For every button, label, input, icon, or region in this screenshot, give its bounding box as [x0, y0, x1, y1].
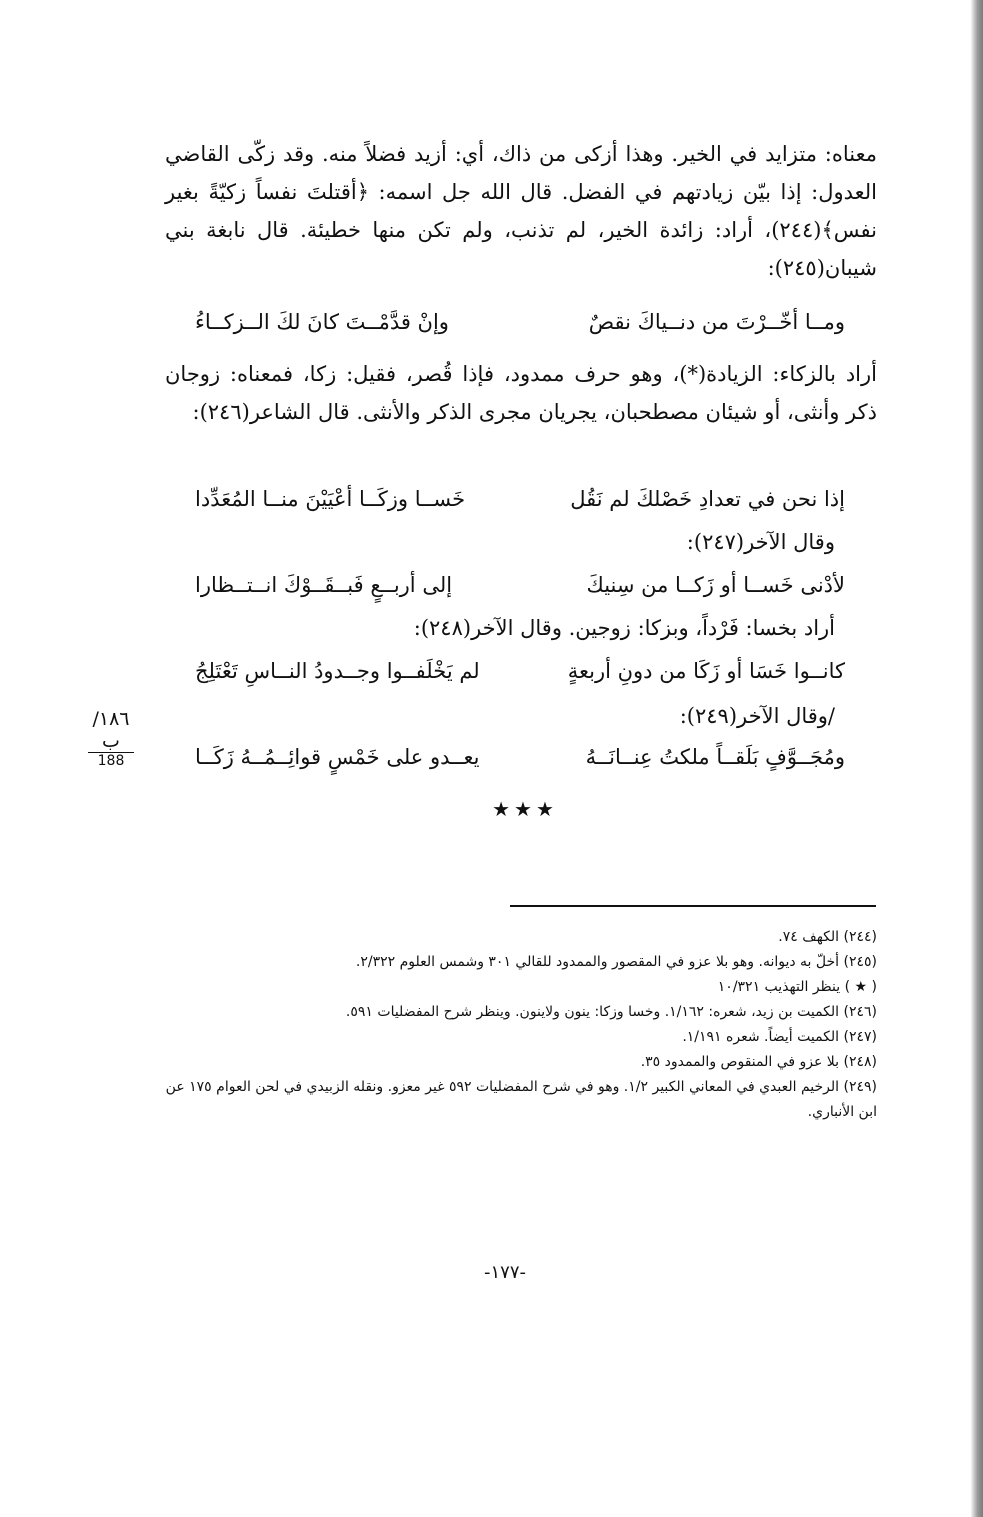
folio-number: 188 [97, 753, 125, 769]
verse-3-second-hemistich: إلى أربــعٍ فَبــقَــوْكَ انــتــظارا [195, 573, 453, 597]
verse-1-first-hemistich: ومــا أخّــرْتَ من دنــياكَ نقصٌ [588, 310, 845, 334]
verse-2-first-hemistich: إذا نحن في تعدادِ خَصْلكَ لم نَقُل [570, 487, 845, 511]
footnote-244: (٢٤٤) الكهف ٧٤. [778, 929, 877, 945]
verse-2 [195, 487, 845, 523]
verse-1 [195, 310, 845, 346]
paragraph-1 [165, 135, 877, 287]
verse-5-first-hemistich: ومُجَــوَّفٍ بَلَقــاً ملكتُ عِنــانَــهُ [585, 745, 845, 769]
verse-4 [195, 659, 845, 695]
verse-2-second-hemistich: خَســا وزكَــا أعْيَيْنَ منــا المُعَدِّدا [195, 487, 466, 511]
verse-3-first-hemistich: لأدْنى خَســا أو زَكــا من سِنيكَ [586, 573, 845, 597]
footnote-245: (٢٤٥) أخلّ به ديوانه. وهو بلا عزو في المقصور والممدود للقالي ٣٠١ وشمس العلوم ٢/٣٢٢. [355, 954, 877, 970]
verse-5 [195, 745, 845, 781]
quote-intro-247: وقال الآخر(٢٤٧): [686, 530, 835, 554]
quote-intro-249: /وقال الآخر(٢٤٩): [679, 704, 835, 728]
footnote-248: (٢٤٨) بلا عزو في المنقوص والممدود ٣٥. [640, 1054, 877, 1070]
verse-1-second-hemistich: وإنْ قدَّمْــتَ كانَ لكَ الــزكــاءُ [195, 310, 449, 334]
footnote-249: (٢٤٩) الرخيم العبدي في المعاني الكبير ١/٢. وهو في شرح المفضليات ٥٩٢ غير معزو. ونقله الزبيدي في لحن العوام ١٧٥ عن ابن الأنباري. [165, 1079, 877, 1120]
folio-label: ١٨٦/ب [88, 708, 134, 753]
page-number: -١٧٧- [483, 1262, 526, 1283]
paragraph-2 [165, 355, 877, 431]
manuscript-folio-marker [88, 708, 134, 769]
verse-3 [195, 573, 845, 609]
paragraph-2-text: أراد بالزكاء: الزيادة(*)، وهو حرف ممدود، فإذا قُصر، فقيل: زكا، فمعناه: زوجان ذكر وأنثى، أو شيئان مصطحبان، يجريان مجرى الذكر والأنثى. قال الشاعر(٢٤٦): [165, 362, 877, 424]
footnote-247: (٢٤٧) الكميت أيضاً. شعره ١/١٩١. [682, 1029, 877, 1045]
quote-intro-248: أراد بخسا: فَرْداً، وبزكا: زوجين. وقال الآخر(٢٤٨): [413, 616, 835, 640]
footnotes [165, 925, 877, 1125]
verse-5-second-hemistich: يعــدو على خَمْسٍ قوائِــمُــهُ زَكَــا [195, 745, 480, 769]
verse-4-second-hemistich: لم يَخْلَفــوا وجــدودُ النــاسِ تَعْتَلِجُ [195, 659, 480, 683]
scan-edge-shadow [971, 0, 983, 1517]
section-separator: ★★★ [492, 797, 558, 821]
verse-4-first-hemistich: كانــوا خَسَا أو زَكَا من دونِ أربعةٍ [567, 659, 845, 683]
footnote-rule [510, 905, 876, 907]
footnote-star: ( ★ ) ينظر التهذيب ١٠/٣٢١ [717, 979, 877, 995]
footnote-246: (٢٤٦) الكميت بن زيد، شعره: ١/١٦٢. وخسا وزكا: ينون ولاينون. وينظر شرح المفضليات ٥٩١. [345, 1004, 877, 1020]
paragraph-1-text: معناه: متزايد في الخير. وهذا أزكى من ذاك، أي: أزيد فضلاً منه. وقد زكّى القاضي العدول: إذا بيّن زيادتهم في الفضل. قال الله جل اسمه: ﴿أقتلتَ نفساً زكيّةً بغير نفس﴾(٢٤٤)، أراد: زائدة الخير، لم تذنب، ولم تكن منها خطيئة. قال نابغة بني شيبان(٢٤٥): [165, 142, 877, 280]
